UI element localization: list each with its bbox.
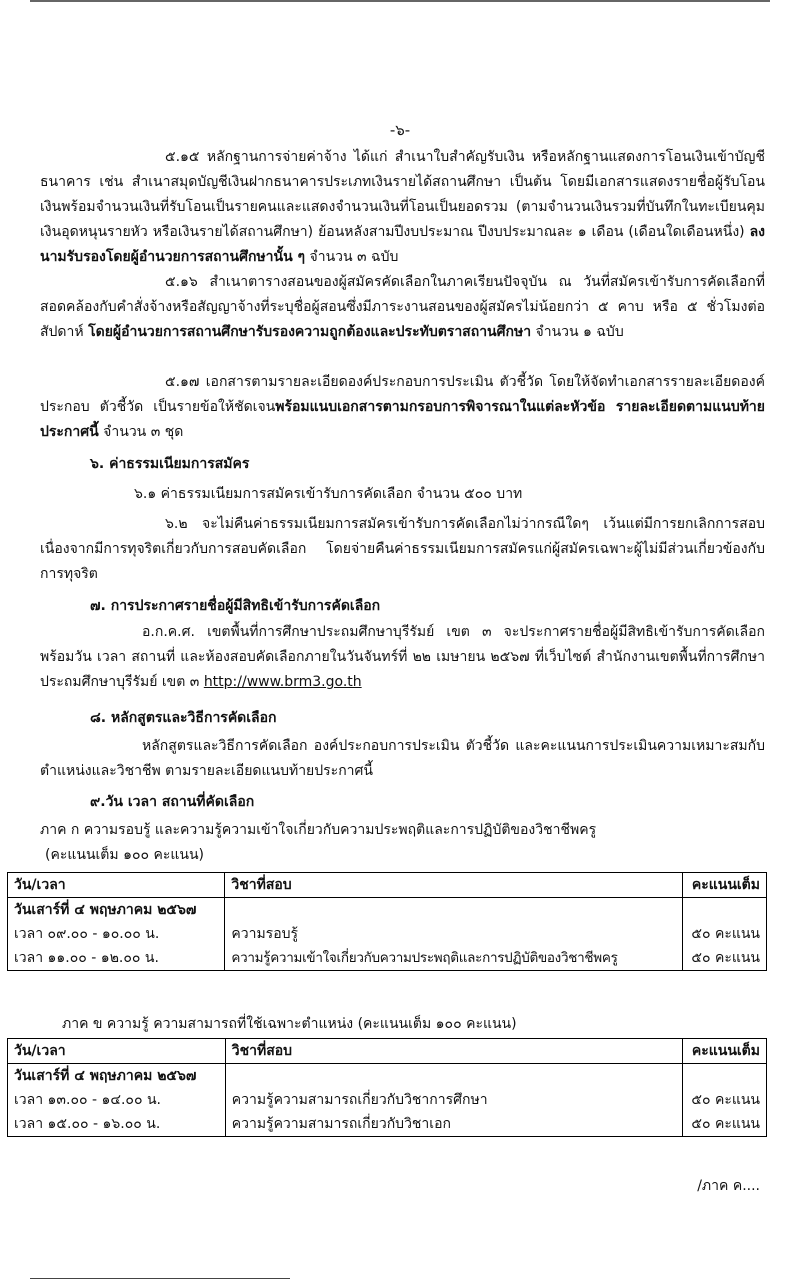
continuation-marker: /ภาค ค.... — [697, 1178, 760, 1194]
part-a-title: ภาค ก ความรอบรู้ และความรู้ความเข้าใจเกี่ยวกับความประพฤติและการปฏิบัติของวิชาชีพครู — [40, 822, 597, 838]
section-8-heading: ๘. หลักสูตรและวิธีการคัดเลือก — [90, 710, 277, 726]
exam-time: เวลา ๑๑.๐๐ - ๑๒.๐๐ น. — [8, 946, 225, 971]
table-header-row — [8, 873, 767, 898]
section-8-body: หลักสูตรและวิธีการคัดเลือก องค์ประกอบการประเมิน ตัวชี้วัด และคะแนนการประเมินความเหมาะสมกับตำแหน่งและวิชาชีพ ตามรายละเอียดแนบท้ายประกาศนี้ — [40, 738, 765, 779]
exam-score: ๕๐ คะแนน — [683, 946, 767, 971]
website-link[interactable]: http://www.brm3.go.th — [203, 674, 362, 690]
part-a-schedule-table — [7, 872, 767, 971]
table-row — [8, 1088, 767, 1112]
exam-score: ๕๐ คะแนน — [683, 922, 767, 946]
exam-score: ๕๐ คะแนน — [683, 1088, 767, 1112]
top-rule — [30, 0, 770, 2]
item-6-2: ๖.๒ จะไม่คืนค่าธรรมเนียมการสมัครเข้ารับการคัดเลือกไม่ว่ากรณีใดๆ เว้นแต่มีการยกเลิกการสอบเนื่องจากมีการทุจริตเกี่ยวกับการสอบคัดเลือก โดยจ่ายคืนค่าธรรมเนียมการสมัครแก่ผู้สมัครเฉพาะผู้ไม่มีส่วนเกี่ยวข้องกับการทุจริต — [40, 516, 765, 582]
part-a-full-score: (คะแนนเต็ม ๑๐๐ คะแนน) — [45, 847, 205, 863]
exam-subject: ความรอบรู้ — [225, 922, 683, 946]
section-7-heading: ๗. การประกาศรายชื่อผู้มีสิทธิเข้ารับการคัดเลือก — [90, 598, 381, 614]
table-row — [8, 1112, 767, 1137]
part-b-schedule-table — [7, 1038, 767, 1137]
exam-date: วันเสาร์ที่ ๔ พฤษภาคม ๒๕๖๗ — [8, 898, 225, 923]
table-row — [8, 1064, 767, 1089]
exam-subject: ความรู้ความเข้าใจเกี่ยวกับความประพฤติและการปฏิบัติของวิชาชีพครู — [225, 946, 683, 971]
exam-date: วันเสาร์ที่ ๔ พฤษภาคม ๒๕๖๗ — [8, 1064, 226, 1089]
item-5-17: ๕.๑๗ เอกสารตามรายละเอียดองค์ประกอบการประเมิน ตัวชี้วัด โดยให้จัดทำเอกสารรายละเอียดองค์ประกอบ ตัวชี้วัด เป็นรายข้อให้ชัดเจนพร้อมแนบเอกสารตามกรอบการพิจารณาในแต่ละหัวข้อ รายละเอียดตามแนบท้ายประกาศนี้ จำนวน ๓ ชุด — [40, 374, 765, 440]
exam-time: เวลา ๑๓.๐๐ - ๑๔.๐๐ น. — [8, 1088, 226, 1112]
exam-time: เวลา ๑๕.๐๐ - ๑๖.๐๐ น. — [8, 1112, 226, 1137]
table-row — [8, 946, 767, 971]
item-5-16: ๕.๑๖ สำเนาตารางสอนของผู้สมัครคัดเลือกในภาคเรียนปัจจุบัน ณ วันที่สมัครเข้ารับการคัดเลือกที่สอดคล้องกับคำสั่งจ้างหรือสัญญาจ้างที่ระบุชื่อผู้สอนซึ่งมีภาระงานสอนของผู้สมัครไม่น้อยกว่า ๕ คาบ หรือ ๕ ชั่วโมงต่อสัปดาห์ โดยผู้อำนวยการสถานศึกษารับรองความถูกต้องและประทับตราสถานศึกษา จำนวน ๑ ฉบับ — [40, 274, 765, 340]
header-full-score: คะแนนเต็ม — [683, 1039, 767, 1064]
section-7-body: อ.ก.ค.ศ. เขตพื้นที่การศึกษาประถมศึกษาบุรีรัมย์ เขต ๓ จะประกาศรายชื่อผู้มีสิทธิเข้ารับการคัดเลือก พร้อมวัน เวลา สถานที่ และห้องสอบคัดเลือกภายในวันจันทร์ที่ ๒๒ เมษายน ๒๕๖๗ ที่เว็บไซต์ สำนักงานเขตพื้นที่การศึกษาประถมศึกษาบุรีรัมย์ เขต ๓ http://www.brm3.go.th — [40, 624, 765, 690]
exam-subject: ความรู้ความสามารถเกี่ยวกับวิชาเอก — [225, 1112, 682, 1137]
part-b-title: ภาค ข ความรู้ ความสามารถที่ใช้เฉพาะตำแหน่ง (คะแนนเต็ม ๑๐๐ คะแนน) — [62, 1016, 517, 1032]
exam-subject: ความรู้ความสามารถเกี่ยวกับวิชาการศึกษา — [225, 1088, 682, 1112]
item-5-15: ๕.๑๕ หลักฐานการจ่ายค่าจ้าง ได้แก่ สำเนาใบสำคัญรับเงิน หรือหลักฐานแสดงการโอนเงินเข้าบัญชีธนาคาร เช่น สำเนาสมุดบัญชีเงินฝากธนาคารประเภทเงินรายได้สถานศึกษา เป็นต้น โดยมีเอกสารแสดงรายชื่อผู้รับโอนเงินพร้อมจำนวนเงินที่รับโอนเป็นรายคนและแสดงจำนวนเงินที่โอนเป็นยอดรวม (ตามจำนวนเงินรวมที่บันทึกในทะเบียนคุมเงินอุดหนุนรายหัว หรือเงินรายได้สถานศึกษา) ย้อนหลังสามปีงบประมาณ ปีงบประมาณละ ๑ เดือน (เดือนใดเดือนหนึ่ง) ลงนามรับรองโดยผู้อำนวยการสถานศึกษานั้น ๆ จำนวน ๓ ฉบับ — [40, 149, 765, 265]
page-number: -๖- — [389, 121, 411, 139]
section-9-heading: ๙.วัน เวลา สถานที่คัดเลือก — [90, 794, 255, 810]
exam-time: เวลา ๐๙.๐๐ - ๑๐.๐๐ น. — [8, 922, 225, 946]
section-6-heading: ๖. ค่าธรรมเนียมการสมัคร — [90, 456, 250, 472]
header-subject: วิชาที่สอบ — [225, 1039, 682, 1064]
header-subject: วิชาที่สอบ — [225, 873, 683, 898]
exam-score: ๕๐ คะแนน — [683, 1112, 767, 1137]
header-date-time: วัน/เวลา — [8, 873, 225, 898]
table-row — [8, 898, 767, 923]
table-header-row — [8, 1039, 767, 1064]
header-date-time: วัน/เวลา — [8, 1039, 226, 1064]
table-row — [8, 922, 767, 946]
item-6-1: ๖.๑ ค่าธรรมเนียมการสมัครเข้ารับการคัดเลือก จำนวน ๕๐๐ บาท — [134, 486, 523, 502]
bottom-rule — [30, 1278, 290, 1279]
header-full-score: คะแนนเต็ม — [683, 873, 767, 898]
